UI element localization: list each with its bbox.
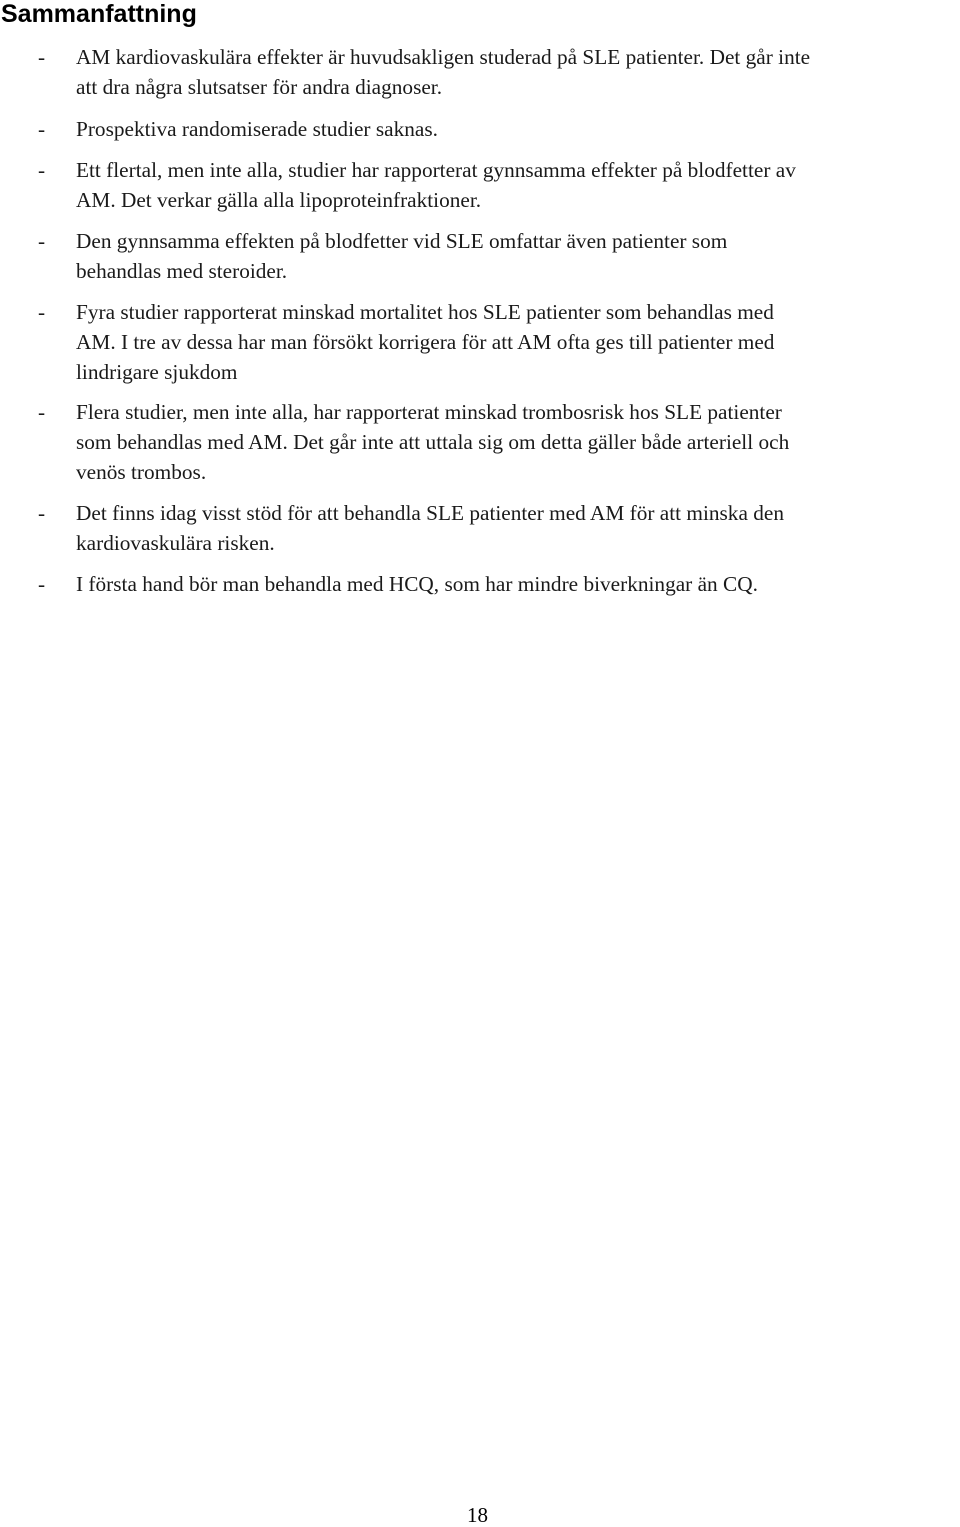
bullet-dash: -: [38, 501, 46, 525]
text-line: lindrigare sjukdom: [76, 360, 238, 384]
bullet-dash: -: [38, 45, 46, 69]
text-line: AM. I tre av dessa har man försökt korrigera för att AM ofta ges till patienter med: [76, 330, 775, 354]
list-item-text: [76, 114, 958, 144]
list-item-text: [76, 297, 958, 387]
text-line: Den gynnsamma effekten på blodfetter vid SLE omfattar även patienter som: [76, 229, 728, 253]
page-number: 18: [467, 1503, 488, 1527]
text-line: Ett flertal, men inte alla, studier har rapporterat gynnsamma effekter på blodfetter av: [76, 158, 796, 182]
list-item-text: [76, 498, 958, 558]
text-line: AM kardiovaskulära effekter är huvudsakligen studerad på SLE patienter. Det går inte: [76, 45, 811, 69]
text-line: venös trombos.: [76, 460, 207, 484]
text-line: I första hand bör man behandla med HCQ, som har mindre biverkningar än CQ.: [76, 572, 758, 596]
bullet-dash: -: [38, 117, 46, 141]
bullet-dash: -: [38, 400, 46, 424]
list-item-text: [76, 569, 958, 599]
list-item-text: [76, 226, 958, 286]
text-line: Fyra studier rapporterat minskad mortalitet hos SLE patienter som behandlas med: [76, 300, 774, 324]
bullet-dash: -: [38, 300, 46, 324]
text-line: behandlas med steroider.: [76, 259, 288, 283]
text-line: kardiovaskulära risken.: [76, 531, 275, 555]
bullet-dash: -: [38, 158, 46, 182]
section-heading: Sammanfattning: [1, 0, 197, 28]
text-line: Det finns idag visst stöd för att behandla SLE patienter med AM för att minska den: [76, 501, 784, 525]
bullet-dash: -: [38, 229, 46, 253]
text-line: AM. Det verkar gälla alla lipoproteinfraktioner.: [76, 188, 482, 212]
bullet-dash: -: [38, 572, 46, 596]
text-line: Flera studier, men inte alla, har rapporterat minskad trombosrisk hos SLE patienter: [76, 400, 782, 424]
text-line: som behandlas med AM. Det går inte att uttala sig om detta gäller både arteriell och: [76, 430, 790, 454]
text-line: Prospektiva randomiserade studier saknas.: [76, 117, 438, 141]
text-line: att dra några slutsatser för andra diagnoser.: [76, 75, 443, 99]
list-item-text: [76, 42, 958, 102]
list-item-text: [76, 397, 958, 487]
list-item-text: [76, 155, 958, 215]
